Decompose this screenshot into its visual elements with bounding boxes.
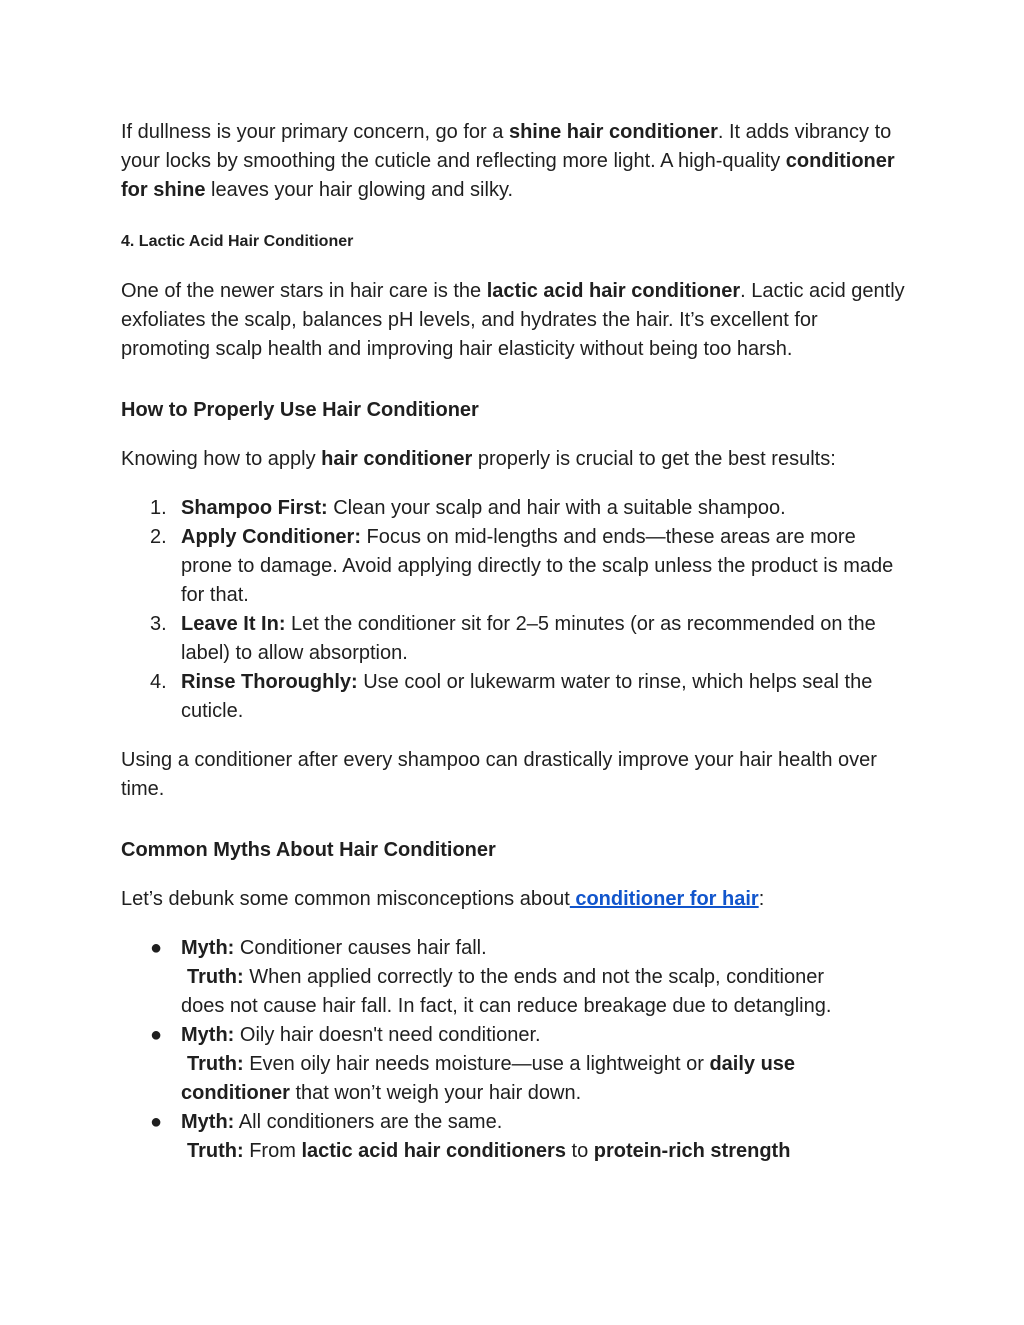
truth-line [181, 1079, 911, 1108]
text: If dullness is your primary concern, go for a [121, 121, 509, 143]
bold-text: shine hair conditioner [508, 121, 718, 143]
list-item [121, 668, 911, 726]
text: properly is crucial to get the best results: [472, 448, 836, 470]
text: One of the newer stars in hair care is the [121, 280, 487, 302]
list-item [121, 1108, 911, 1166]
heading-lactic-acid: 4. Lactic Acid Hair Conditioner [121, 233, 354, 250]
text: . Lactic acid gently exfoliates the scalp, balances pH levels, and hydrates the hair. It’s excellent for promoting scalp health and improving hair elasticity without being too harsh. [121, 280, 905, 360]
step-label: Apply Conditioner: [181, 526, 361, 548]
list-item [121, 610, 911, 668]
list-item [121, 523, 911, 610]
step-text: Clean your scalp and hair with a suitable shampoo. [327, 497, 786, 519]
paragraph-shine [121, 118, 911, 205]
heading-myths: Common Myths About Hair Conditioner [121, 839, 496, 861]
bold-text: daily use [709, 1053, 796, 1075]
truth-line [181, 1137, 911, 1166]
step-label: Rinse Thoroughly: [181, 671, 358, 693]
step-text: Let the conditioner sit for 2–5 minutes (or as recommended on the label) to allow absorption. [181, 613, 876, 664]
conditioner-for-hair-link[interactable]: conditioner for hair [569, 888, 759, 910]
myth-text: Oily hair doesn't need conditioner. [234, 1024, 541, 1046]
list-number: 4. [150, 671, 167, 693]
truth-text: Even oily hair needs moisture—use a lightweight or [243, 1053, 710, 1075]
bold-text: conditioner for shine [121, 150, 895, 201]
myth-label: Myth: [181, 1111, 235, 1133]
truth-text: From [243, 1140, 302, 1162]
truth-label: Truth: [187, 1140, 244, 1162]
paragraph-lactic [121, 277, 911, 364]
truth-text: When applied correctly to the ends and not the scalp, conditioner [243, 966, 825, 988]
paragraph-myths-intro [121, 885, 911, 914]
list-item [121, 494, 911, 523]
bold-text: conditioner [181, 1082, 290, 1104]
myth-label: Myth: [181, 1024, 235, 1046]
heading-how-to-use: How to Properly Use Hair Conditioner [121, 399, 479, 421]
text: : [758, 888, 765, 910]
bullet-icon: ● [150, 937, 163, 959]
myth-text: All conditioners are the same. [234, 1111, 503, 1133]
text: . It adds vibrancy to your locks by smoothing the cuticle and reflecting more light. A high-quality [121, 121, 892, 172]
bold-text: hair conditioner [321, 448, 473, 470]
myths-list [121, 934, 911, 1166]
paragraph-apply-intro [121, 445, 911, 474]
list-number: 3. [150, 613, 167, 635]
paragraph-summary: Using a conditioner after every shampoo can drastically improve your hair health over time. [121, 749, 877, 800]
list-item [121, 1021, 911, 1108]
step-label: Leave It In: [181, 613, 286, 635]
bold-text: lactic acid hair conditioner [486, 280, 741, 302]
truth-text: that won’t weigh your hair down. [289, 1082, 582, 1104]
text: Knowing how to apply [121, 448, 322, 470]
step-label: Shampoo First: [181, 497, 328, 519]
text: Let’s debunk some common misconceptions about [121, 888, 570, 910]
step-text: Use cool or lukewarm water to rinse, which helps seal the cuticle. [181, 671, 873, 722]
document-page [121, 118, 911, 1166]
bold-text: protein-rich strength [593, 1140, 791, 1162]
list-item [121, 934, 911, 1021]
bullet-icon: ● [150, 1111, 163, 1133]
truth-text: does not cause hair fall. In fact, it can reduce breakage due to detangling. [181, 995, 832, 1017]
steps-list [121, 494, 911, 726]
bullet-icon: ● [150, 1024, 163, 1046]
truth-line [181, 963, 911, 992]
list-number: 2. [150, 526, 167, 548]
list-number: 1. [150, 497, 167, 519]
myth-text: Conditioner causes hair fall. [234, 937, 487, 959]
text: leaves your hair glowing and silky. [205, 179, 514, 201]
step-text: Focus on mid-lengths and ends—these areas are more prone to damage. Avoid applying directly to the scalp unless the product is made for that. [181, 526, 894, 606]
bold-text: lactic acid hair conditioners [301, 1140, 566, 1162]
myth-label: Myth: [181, 937, 235, 959]
truth-label: Truth: [187, 966, 244, 988]
truth-text: to [565, 1140, 594, 1162]
truth-label: Truth: [187, 1053, 244, 1075]
truth-line [181, 1050, 911, 1079]
